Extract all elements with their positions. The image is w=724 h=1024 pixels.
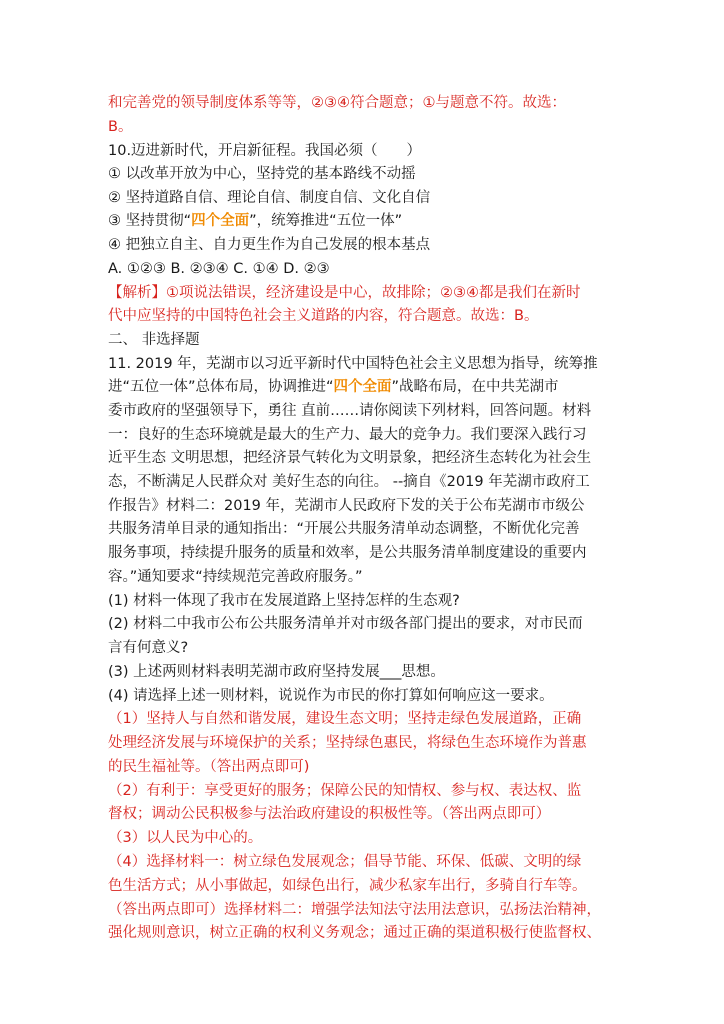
text-line	[108, 781, 581, 801]
text-segment: 代中应坚持的中国特色社会主义道路的内容，符合题意。故选：B。	[108, 308, 539, 324]
text-segment: (3) 上述两则材料表明芜湖市政府坚持发展___思想。	[108, 664, 445, 680]
text-line	[108, 567, 363, 587]
text-line	[108, 662, 445, 682]
highlight-term: 四个全面	[191, 213, 250, 229]
text-segment: ”战略布局，在中共芜湖市	[391, 379, 559, 395]
text-segment: 容。”通知要求“持续规范完善政府服务。”	[108, 569, 363, 585]
text-segment: ③ 坚持贯彻“	[108, 213, 192, 229]
text-line	[108, 425, 587, 445]
text-segment: (4) 请选择上述一则材料，说说作为市民的你打算如何响应这一要求。	[108, 688, 554, 704]
text-segment: 10.迈进新时代，开启新征程。我国必须（ ）	[108, 143, 422, 159]
text-line	[108, 804, 550, 824]
text-segment: ① 以改革开放为中心，坚持党的基本路线不动摇	[108, 166, 416, 182]
text-line	[108, 93, 566, 113]
text-line	[108, 141, 421, 161]
text-segment: B。	[108, 119, 133, 135]
text-segment: 服务事项，持续提升服务的质量和效率，是公共服务清单制度建设的重要内	[108, 545, 587, 561]
text-segment: 的民生福祉等。（答出两点即可)	[108, 759, 310, 775]
text-segment: 言有何意义?	[108, 640, 189, 656]
text-segment: 处理经济发展与环境保护的关系；坚持绿色惠民，将绿色生态环境作为普惠	[108, 735, 587, 751]
text-segment: ”，统筹推进“五位一体”	[249, 213, 403, 229]
text-segment: （2）有利于：享受更好的服务；保障公民的知情权、参与权、表达权、监	[108, 783, 582, 799]
text-line	[108, 852, 581, 872]
text-segment: 11. 2019 年，芜湖市以习近平新时代中国特色社会主义思想为指导，统筹推	[108, 356, 598, 372]
text-segment: 委市政府的坚强领导下，勇往 直前……请你阅读下列材料，回答问题。材料	[108, 403, 592, 419]
text-line	[108, 164, 416, 184]
text-line	[108, 876, 587, 896]
text-segment: ④ 把独立自主、自力更生作为自己发展的根本基点	[108, 237, 431, 253]
text-segment: A. ①②③ B. ②③④ C. ①④ D. ②③	[108, 261, 330, 277]
text-line	[108, 900, 601, 920]
text-segment: 作报告》材料二：2019 年，芜湖市人民政府下发的关于公布芜湖市市级公	[108, 498, 585, 514]
text-line	[108, 591, 460, 611]
text-segment: 强化规则意识，树立正确的权利义务观念；通过正确的渠道积极行使监督权、	[108, 925, 601, 941]
text-segment: 态，不断满足人民群众对 美好生态的向往。 --摘自《2019 年芜湖市政府工	[108, 474, 590, 490]
highlight-term: 四个全面	[333, 379, 392, 395]
text-line	[108, 211, 402, 231]
text-line	[108, 330, 200, 350]
text-line	[108, 733, 587, 753]
text-line	[108, 543, 587, 563]
text-line	[108, 354, 598, 374]
text-line	[108, 235, 430, 255]
text-segment: 一：良好的生态环境就是最大的生产力、最大的竞争力。我们要深入践行习	[108, 427, 587, 443]
text-segment: 【解析】①项说法错误，经济建设是中心，故排除；②③④都是我们在新时	[108, 285, 581, 301]
text-segment: (2) 材料二中我市公布公共服务清单并对市级各部门提出的要求，对市民而	[108, 616, 583, 632]
text-line	[108, 923, 601, 943]
text-segment: 近平生态 文明思想，把经济景气转化为文明景象，把经济生态转化为社会生	[108, 450, 592, 466]
text-line	[108, 306, 538, 326]
text-line	[108, 472, 590, 492]
text-line	[108, 496, 585, 516]
text-line	[108, 757, 309, 777]
text-segment: ② 坚持道路自信、理论自信、制度自信、文化自信	[108, 190, 431, 206]
text-line	[108, 614, 583, 634]
text-segment: （1）坚持人与自然和谐发展，建设生态文明；坚持走绿色发展道路，正确	[108, 711, 582, 727]
text-line	[108, 283, 581, 303]
text-segment: （4）选择材料一：树立绿色发展观念；倡导节能、环保、低碳、文明的绿	[108, 854, 582, 870]
text-segment: （答出两点即可）选择材料二：增强学法知法守法用法意识，弘扬法治精神，	[108, 902, 601, 918]
text-segment: 和完善党的领导制度体系等等，②③④符合题意；①与题意不符。故选：	[108, 95, 566, 111]
text-segment: 进“五位一体”总体布局，协调推进“	[108, 379, 334, 395]
text-segment: 督权；调动公民积极参与法治政府建设的积极性等。（答出两点即可）	[108, 806, 551, 822]
text-segment: （3）以人民为中心的。	[108, 830, 263, 846]
text-line	[108, 828, 262, 848]
text-segment: 二、 非选择题	[108, 332, 200, 348]
text-segment: 色生活方式；从小事做起，如绿色出行，减少私家车出行，多骑自行车等。	[108, 878, 587, 894]
text-line	[108, 686, 554, 706]
text-line	[108, 259, 330, 279]
text-segment: 共服务清单目录的通知指出：“开展公共服务清单动态调整，不断优化完善	[108, 521, 580, 537]
text-line	[108, 117, 132, 137]
text-line	[108, 638, 188, 658]
text-line	[108, 401, 591, 421]
text-line	[108, 709, 581, 729]
text-line	[108, 377, 559, 397]
text-line	[108, 448, 591, 468]
text-line	[108, 519, 580, 539]
text-segment: (1) 材料一体现了我市在发展道路上坚持怎样的生态观?	[108, 593, 460, 609]
text-line	[108, 188, 430, 208]
